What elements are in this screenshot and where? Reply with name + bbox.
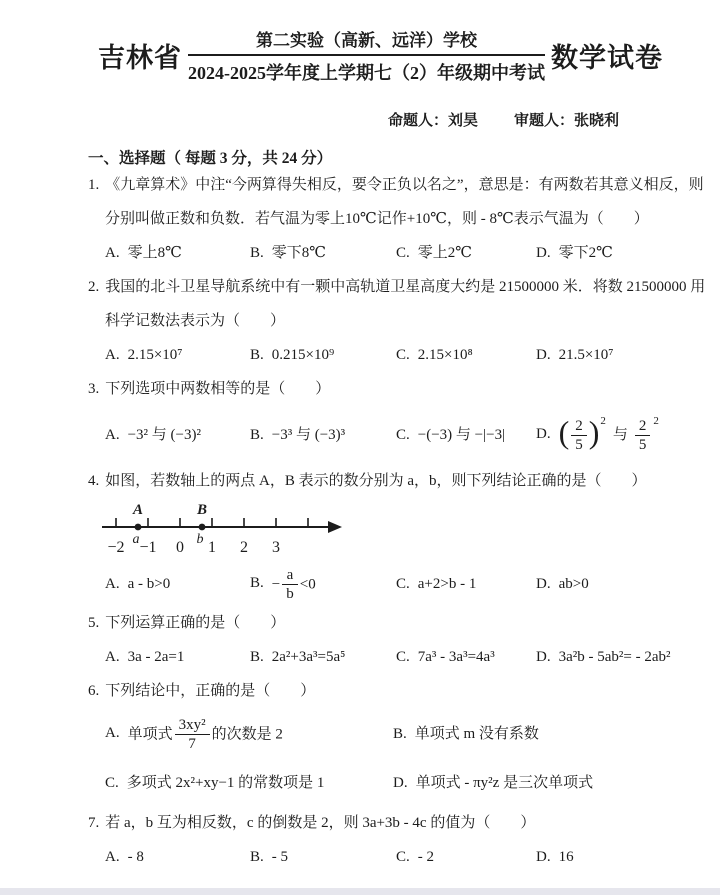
option-text: 16 xyxy=(558,849,574,865)
option-c xyxy=(396,418,536,452)
option-label: C. xyxy=(396,347,410,363)
option-label: B. xyxy=(250,649,264,665)
option-text: ab>0 xyxy=(558,576,589,592)
option-b xyxy=(250,840,396,874)
option-text: 7a³ - 3a³=4a³ xyxy=(417,649,495,665)
question-5 xyxy=(88,606,684,674)
denominator: 7 xyxy=(188,735,196,752)
option-label: A. xyxy=(105,576,120,592)
option-label: B. xyxy=(250,245,264,261)
option-text: 2.15×10⁷ xyxy=(127,347,183,363)
tick-label: 2 xyxy=(240,539,248,556)
question-6 xyxy=(88,674,684,806)
option-label: A. xyxy=(105,725,120,742)
option-b xyxy=(250,338,396,372)
fraction xyxy=(282,566,298,603)
point-a-dot xyxy=(135,524,142,531)
option-label: D. xyxy=(393,775,408,791)
option-b xyxy=(250,418,396,452)
tick-label: 1 xyxy=(208,539,216,556)
question-number: 4. xyxy=(88,473,100,489)
question-number: 2. xyxy=(88,279,100,295)
option-text: −(−3) 与 −|−3| xyxy=(417,427,506,443)
question-text xyxy=(88,606,684,640)
question-text xyxy=(88,372,684,406)
option-label: B. xyxy=(250,347,264,363)
option-label: C. xyxy=(396,245,410,261)
option-d xyxy=(536,338,614,372)
setter-reviewer-row xyxy=(388,109,684,130)
question-text xyxy=(88,806,684,840)
option-text: a - b>0 xyxy=(127,576,171,592)
option-text: 2.15×10⁸ xyxy=(417,347,473,363)
question-number: 1. xyxy=(88,177,100,193)
options-row xyxy=(88,338,684,372)
option-text: 单项式 - πy²z 是三次单项式 xyxy=(415,775,594,791)
option-c xyxy=(396,567,536,601)
option-label: D. xyxy=(536,576,551,592)
option-a xyxy=(105,418,250,452)
option-text: 零下8℃ xyxy=(271,245,327,261)
option-label: B. xyxy=(393,726,407,742)
option-c xyxy=(105,766,393,800)
fraction xyxy=(571,417,587,454)
option-text: 3a - 2a=1 xyxy=(127,649,185,665)
option-label: D. xyxy=(536,245,551,261)
option-label: C. xyxy=(396,849,410,865)
option-text: 单项式 m 没有系数 xyxy=(414,726,539,742)
question-2 xyxy=(88,270,706,372)
school-name: 第二实验（高新、远洋）学校 xyxy=(188,26,545,56)
denominator: 5 xyxy=(575,436,583,453)
question-number: 7. xyxy=(88,815,100,831)
question-number: 3. xyxy=(88,381,100,397)
option-label: A. xyxy=(105,245,120,261)
numerator: 2 xyxy=(571,417,587,436)
fraction xyxy=(635,417,651,454)
denominator: 5 xyxy=(638,436,647,453)
option-d xyxy=(536,236,613,270)
option-text: 零上2℃ xyxy=(417,245,473,261)
question-line: 科学记数法表示为（ ） xyxy=(105,313,286,329)
question-line: 《九章算术》中注“今两算得失相反，要令正负以名之”，意思是：有两数若其意义相反，则 xyxy=(105,177,704,193)
question-line: 下列运算正确的是（ ） xyxy=(105,615,286,631)
option-c xyxy=(396,840,536,874)
right-paren: ) xyxy=(588,414,600,450)
option-text: - 8 xyxy=(127,849,144,865)
question-line: 下列结论中，正确的是（ ） xyxy=(105,683,316,699)
question-1 xyxy=(88,168,704,270)
conjunction: 与 xyxy=(612,427,628,443)
options-row xyxy=(88,562,684,606)
exponent: 2 xyxy=(653,415,659,428)
arrowhead xyxy=(328,521,342,533)
tick-label: 0 xyxy=(176,539,184,556)
question-text xyxy=(88,464,684,498)
question-3 xyxy=(88,372,684,464)
option-text: −3² 与 (−3)² xyxy=(127,427,201,443)
option-text: - 2 xyxy=(417,849,435,865)
numerator: a xyxy=(282,566,298,585)
setter-name: 命题人：刘昊 xyxy=(388,113,479,129)
numerator: 2 xyxy=(635,417,651,436)
option-a xyxy=(105,716,393,753)
option-label: A. xyxy=(105,649,120,665)
options-row xyxy=(88,760,684,806)
option-label: D. xyxy=(536,347,551,363)
option-label: C. xyxy=(396,649,410,665)
question-text xyxy=(88,674,684,708)
option-label: A. xyxy=(105,849,120,865)
option-label: A. xyxy=(105,347,120,363)
option-text: −3³ 与 (−3)³ xyxy=(271,427,346,443)
denominator: b xyxy=(286,585,294,602)
option-text: 零上8℃ xyxy=(127,245,182,261)
option-text: - 5 xyxy=(271,849,289,865)
exam-header xyxy=(98,26,684,85)
option-c xyxy=(396,236,536,270)
option-label: B. xyxy=(250,849,264,865)
point-a-value-label: a xyxy=(132,532,140,547)
option-d xyxy=(536,414,661,454)
option-c xyxy=(396,640,536,674)
option-label: C. xyxy=(396,576,410,592)
option-c xyxy=(396,338,536,372)
section-title: 一、选择题（ 每题 3 分，共 24 分） xyxy=(88,150,333,167)
option-text-suffix: 的次数是 2 xyxy=(211,726,283,742)
question-4 xyxy=(88,464,684,606)
option-text-prefix: 单项式 xyxy=(127,726,173,742)
question-text xyxy=(88,270,706,304)
option-a xyxy=(105,567,250,601)
fraction xyxy=(175,716,210,753)
option-d xyxy=(393,766,593,800)
options-row xyxy=(88,406,684,464)
subject-title: 数学试卷 xyxy=(551,43,663,73)
option-a xyxy=(105,236,250,270)
tick-label: 3 xyxy=(272,539,280,556)
option-label: B. xyxy=(250,427,264,443)
option-text: 0.215×10⁹ xyxy=(271,347,335,363)
option-d xyxy=(536,840,574,874)
school-session-stack xyxy=(188,26,545,85)
option-b xyxy=(250,566,396,603)
exam-session: 2024-2025学年度上学期七（2）年级期中考试 xyxy=(188,63,545,83)
option-label: A. xyxy=(105,427,120,443)
option-d xyxy=(536,640,671,674)
question-line: 分别叫做正数和负数．若气温为零上10℃记作+10℃，则 - 8℃表示气温为（ ） xyxy=(105,211,649,227)
options-row xyxy=(88,840,684,874)
option-a xyxy=(105,338,250,372)
question-7 xyxy=(88,806,684,874)
reviewer-name: 审题人：张晓利 xyxy=(514,113,620,129)
option-label: C. xyxy=(396,427,410,443)
exponent: 2 xyxy=(600,415,606,428)
option-d xyxy=(536,567,589,601)
option-text: 零下2℃ xyxy=(558,245,613,261)
inequality: <0 xyxy=(299,576,316,592)
option-text: a+2>b - 1 xyxy=(417,576,477,592)
page-bottom-strip xyxy=(0,888,720,895)
option-text: 2a²+3a³=5a⁵ xyxy=(271,649,346,665)
question-line: 若 a，b 互为相反数，c 的倒数是 2，则 3a+3b - 4c 的值为（ ） xyxy=(105,815,536,831)
question-line: 下列选项中两数相等的是（ ） xyxy=(105,381,331,397)
option-text: 3a²b - 5ab²= - 2ab² xyxy=(558,649,671,665)
options-row xyxy=(88,640,684,674)
point-b-value-label: b xyxy=(196,532,204,547)
option-label: D. xyxy=(536,426,551,443)
question-line: 如图，若数轴上的两点 A，B 表示的数分别为 a，b，则下列结论正确的是（ ） xyxy=(105,473,647,489)
minus-sign: − xyxy=(271,576,281,592)
option-label: B. xyxy=(250,575,264,592)
options-row xyxy=(88,708,684,760)
left-paren: ( xyxy=(558,414,570,450)
tick-label: −1 xyxy=(139,539,157,556)
option-b xyxy=(393,717,539,751)
option-b xyxy=(250,640,396,674)
point-b-dot xyxy=(199,524,206,531)
option-b xyxy=(250,236,396,270)
question-number: 5. xyxy=(88,615,100,631)
option-label: D. xyxy=(536,849,551,865)
region-name: 吉林省 xyxy=(98,43,182,73)
point-b-label: B xyxy=(196,502,208,518)
question-text xyxy=(88,168,704,202)
option-a xyxy=(105,640,250,674)
option-label: D. xyxy=(536,649,551,665)
options-row xyxy=(88,236,684,270)
numerator: 3xy² xyxy=(175,716,210,735)
option-text: 21.5×10⁷ xyxy=(558,347,614,363)
point-a-label: A xyxy=(132,502,144,518)
option-label: C. xyxy=(105,775,119,791)
option-text: 多项式 2x²+xy−1 的常数项是 1 xyxy=(126,775,325,791)
question-line: 我国的北斗卫星导航系统中有一颗中高轨道卫星高度大约是 21500000 米．将数 21500000 用 xyxy=(105,279,706,295)
tick-label: −2 xyxy=(107,539,125,556)
number-line-figure xyxy=(96,500,348,562)
option-a xyxy=(105,840,250,874)
question-number: 6. xyxy=(88,683,100,699)
